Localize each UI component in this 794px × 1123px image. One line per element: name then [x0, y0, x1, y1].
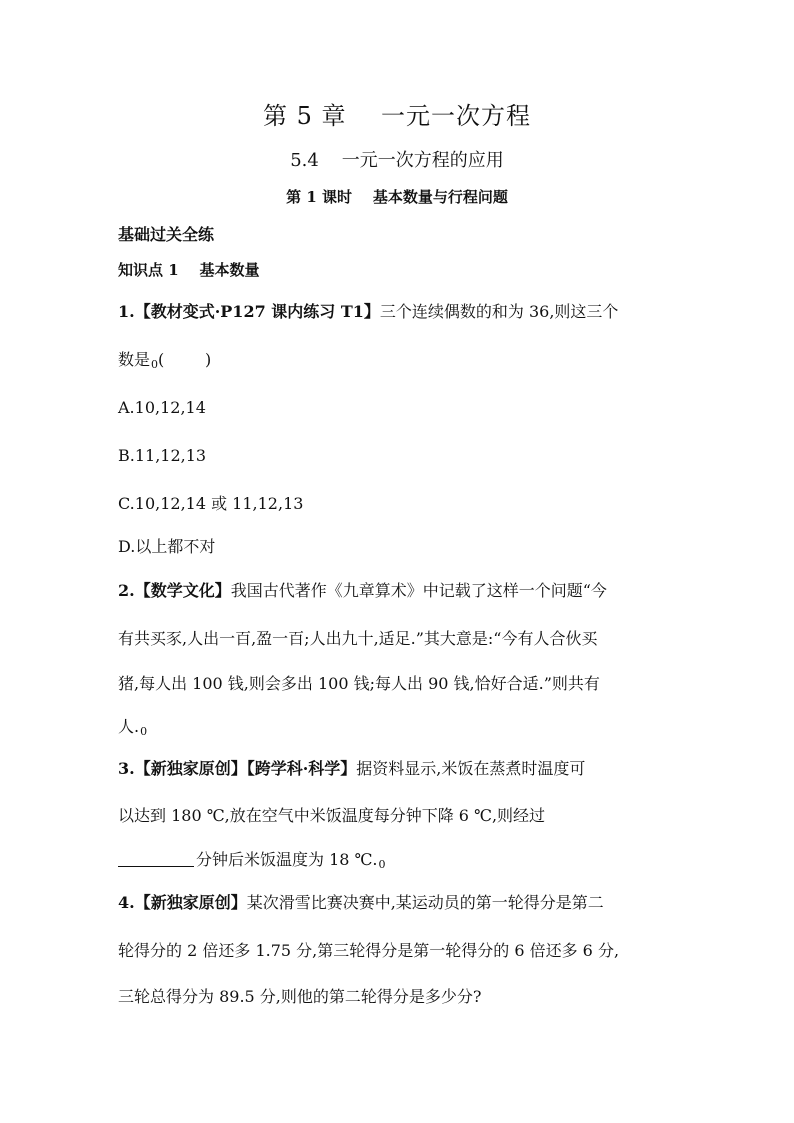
question-4-text-1: 某次滑雪比赛决赛中,某运动员的第一轮得分是第二	[246, 893, 604, 912]
question-2-line-2: 有共买豕,人出一百,盈一百;人出九十,适足.”其大意是:“今有人合伙买	[118, 629, 598, 648]
question-2-number: 2.	[118, 581, 135, 600]
question-1-line-2	[118, 350, 683, 375]
question-4-line-2: 轮得分的 2 倍还多 1.75 分,第三轮得分是第一轮得分的 6 倍还多 6 分,	[118, 941, 620, 960]
option-d: D.以上都不对	[118, 537, 216, 556]
question-1-tag: 【教材变式·P127 课内练习 T1】	[134, 302, 380, 321]
question-1-text-cont: 数是	[118, 350, 151, 369]
question-1-line-1	[118, 302, 683, 322]
question-4-number: 4.	[118, 893, 135, 912]
question-3-tag-2: 【跨学科·科学】	[246, 759, 357, 778]
question-2-mark: 0	[140, 725, 148, 738]
question-3-line-1	[118, 759, 683, 779]
question-3-line-2: 以达到 180 ℃,放在空气中米饭温度每分钟下降 6 ℃,则经过	[118, 806, 546, 825]
option-a: A.10,12,14	[118, 398, 206, 417]
question-2-line-3: 猪,每人出 100 钱,则会多出 100 钱;每人出 90 钱,恰好合适.”则共有	[118, 674, 600, 693]
question-4-tag: 【新独家原创】	[134, 893, 247, 912]
question-3-tag-1: 【新独家原创】	[134, 759, 247, 778]
question-2-text-1: 我国古代著作《九章算术》中记载了这样一个问题“今	[230, 581, 607, 600]
question-1-number: 1.	[118, 302, 135, 321]
lesson-title: 第 1 课时 基本数量与行程问题	[286, 188, 508, 206]
question-4-line-3: 三轮总得分为 89.5 分,则他的第二轮得分是多少分?	[118, 987, 482, 1006]
part-heading: 基础过关全练	[118, 225, 215, 244]
question-2-tag: 【数学文化】	[134, 581, 231, 600]
chapter-title: 第 5 章 一元一次方程	[262, 102, 532, 130]
question-3-text-1: 据资料显示,米饭在蒸煮时温度可	[356, 759, 586, 778]
question-3-mark: 0	[378, 858, 386, 871]
question-2-line-1	[118, 581, 683, 601]
section-title: 5.4 一元一次方程的应用	[290, 150, 504, 171]
question-3-text-3: 分钟后米饭温度为 18 ℃.	[196, 850, 378, 869]
option-c: C.10,12,14 或 11,12,13	[118, 494, 304, 513]
question-2-text-4: 人.	[118, 717, 140, 736]
option-b: B.11,12,13	[118, 446, 207, 465]
knowledge-point-heading: 知识点 1 基本数量	[118, 261, 260, 279]
question-1-mark: 0	[151, 358, 159, 371]
question-1-text: 三个连续偶数的和为 36,则这三个	[379, 302, 619, 321]
answer-blank[interactable]	[118, 850, 194, 867]
question-4-line-1	[118, 893, 683, 913]
question-3-number: 3.	[118, 759, 135, 778]
question-3-line-3	[118, 850, 683, 875]
question-1-answer-paren: ( )	[158, 350, 212, 369]
question-2-line-4	[118, 717, 683, 742]
